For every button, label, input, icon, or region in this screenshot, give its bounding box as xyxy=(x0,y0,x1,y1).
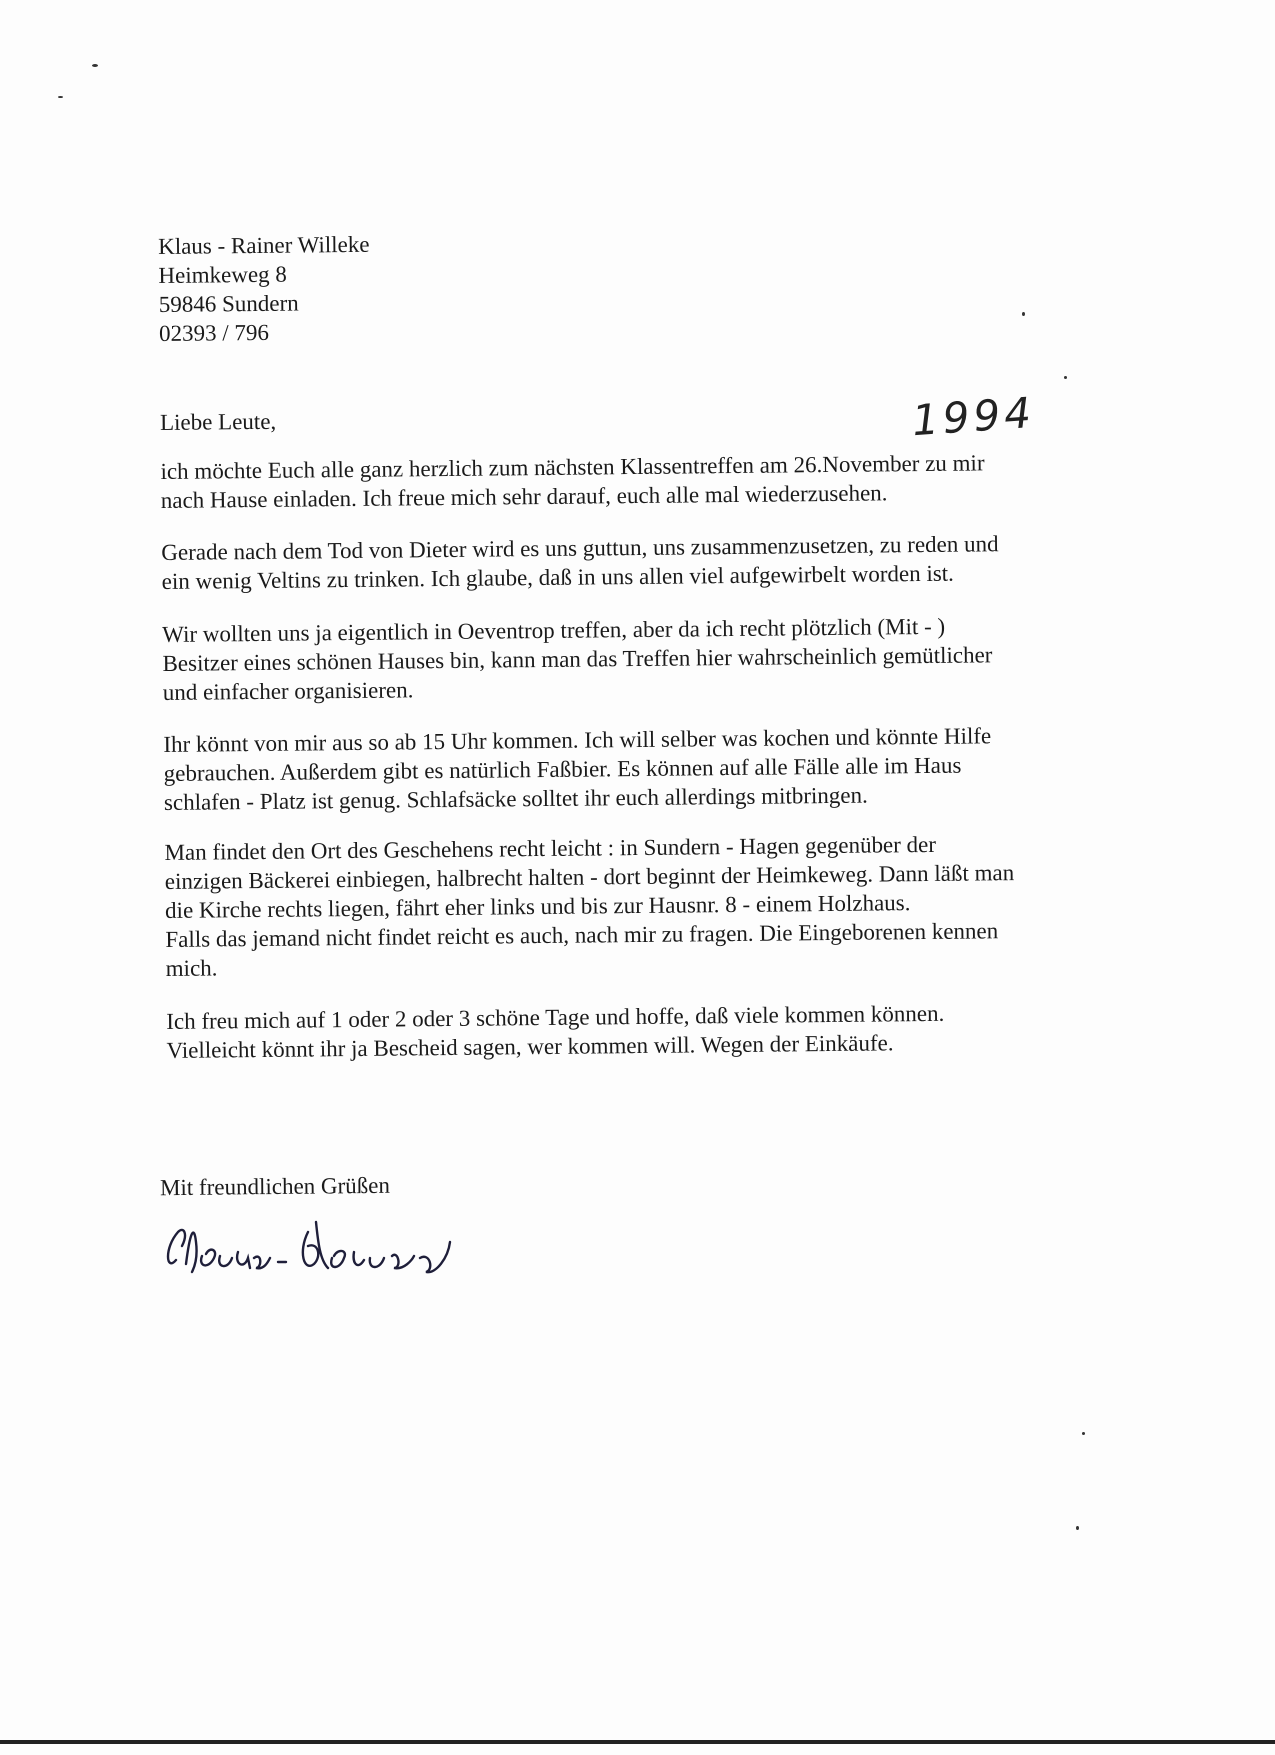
sender-street: Heimkeweg 8 xyxy=(158,261,287,288)
handwritten-year-note: 1994 xyxy=(910,387,1037,446)
sender-city: 59846 Sundern xyxy=(158,290,299,317)
paragraph-line: Wir wollten uns ja eigentlich in Oeventrop treffen, aber da ich recht plötzlich (Mit - ) xyxy=(162,613,946,647)
sender-name: Klaus - Rainer Willeke xyxy=(158,231,370,259)
scan-speck xyxy=(1076,1526,1079,1530)
scan-speck xyxy=(1064,376,1067,379)
closing-salutation: Mit freundlichen Grüßen xyxy=(159,1172,391,1201)
scan-speck xyxy=(58,96,63,98)
paragraph-line: ein wenig Veltins zu trinken. Ich glaube, daß in uns allen viel aufgewirbelt worden ist. xyxy=(161,560,954,594)
paragraph-line: und einfacher organisieren. xyxy=(162,677,414,705)
sender-address xyxy=(158,222,1099,348)
paragraph-schedule xyxy=(163,720,1104,817)
paragraph-line: schlafen - Platz ist genug. Schlafsäcke solltet ihr euch allerdings mitbringen. xyxy=(163,782,868,815)
scan-speck xyxy=(92,64,98,67)
paragraph-line: nach Hause einladen. Ich freue mich sehr darauf, euch alle mal wiederzusehen. xyxy=(160,480,888,513)
paragraph-line: Ich freu mich auf 1 oder 2 oder 3 schöne Tage und hoffe, daß viele kommen können. xyxy=(166,1000,945,1034)
paragraph-location xyxy=(162,610,1103,707)
paragraph-invitation xyxy=(160,447,1101,515)
paragraph-line: Gerade nach dem Tod von Dieter wird es uns guttun, uns zusammenzusetzen, zu reden und xyxy=(161,531,999,565)
paragraph-line: Man findet den Ort des Geschehens recht leicht : in Sundern - Hagen gegenüber der xyxy=(164,831,937,865)
paragraph-dieter xyxy=(161,528,1102,596)
scan-edge-line xyxy=(0,1740,1275,1744)
scan-speck xyxy=(1082,1432,1085,1435)
greeting: Liebe Leute, xyxy=(159,408,277,435)
paragraph-line: einzigen Bäckerei einbiegen, halbrecht halten - dort beginnt der Heimkeweg. Dann läßt man xyxy=(164,860,1015,894)
paragraph-line: Ihr könnt von mir aus so ab 15 Uhr kommen. Ich will selber was kochen und könnte Hilfe xyxy=(163,723,992,757)
paragraph-line: Besitzer eines schönen Hauses bin, kann man das Treffen hier wahrscheinlich gemütlicher xyxy=(162,642,993,676)
paragraph-directions xyxy=(164,828,1105,983)
sender-phone: 02393 / 796 xyxy=(158,319,270,346)
paragraph-closing-remarks xyxy=(166,997,1107,1065)
paragraph-line: Vielleicht könnt ihr ja Bescheid sagen, wer kommen will. Wegen der Einkäufe. xyxy=(166,1030,894,1063)
paragraph-line: Falls das jemand nicht findet reicht es auch, nach mir zu fragen. Die Eingeborenen kennen xyxy=(165,918,999,952)
scan-speck xyxy=(1022,312,1025,316)
paragraph-line: mich. xyxy=(165,955,218,981)
handwritten-signature xyxy=(158,1212,518,1292)
paragraph-line: die Kirche rechts liegen, fährt eher links und bis zur Hausnr. 8 - einem Holzhaus. xyxy=(164,890,911,923)
paragraph-line: ich möchte Euch alle ganz herzlich zum nächsten Klassentreffen am 26.November zu mir xyxy=(160,450,985,484)
paragraph-line: gebrauchen. Außerdem gibt es natürlich Faßbier. Es können auf alle Fälle alle im Haus xyxy=(163,752,962,786)
